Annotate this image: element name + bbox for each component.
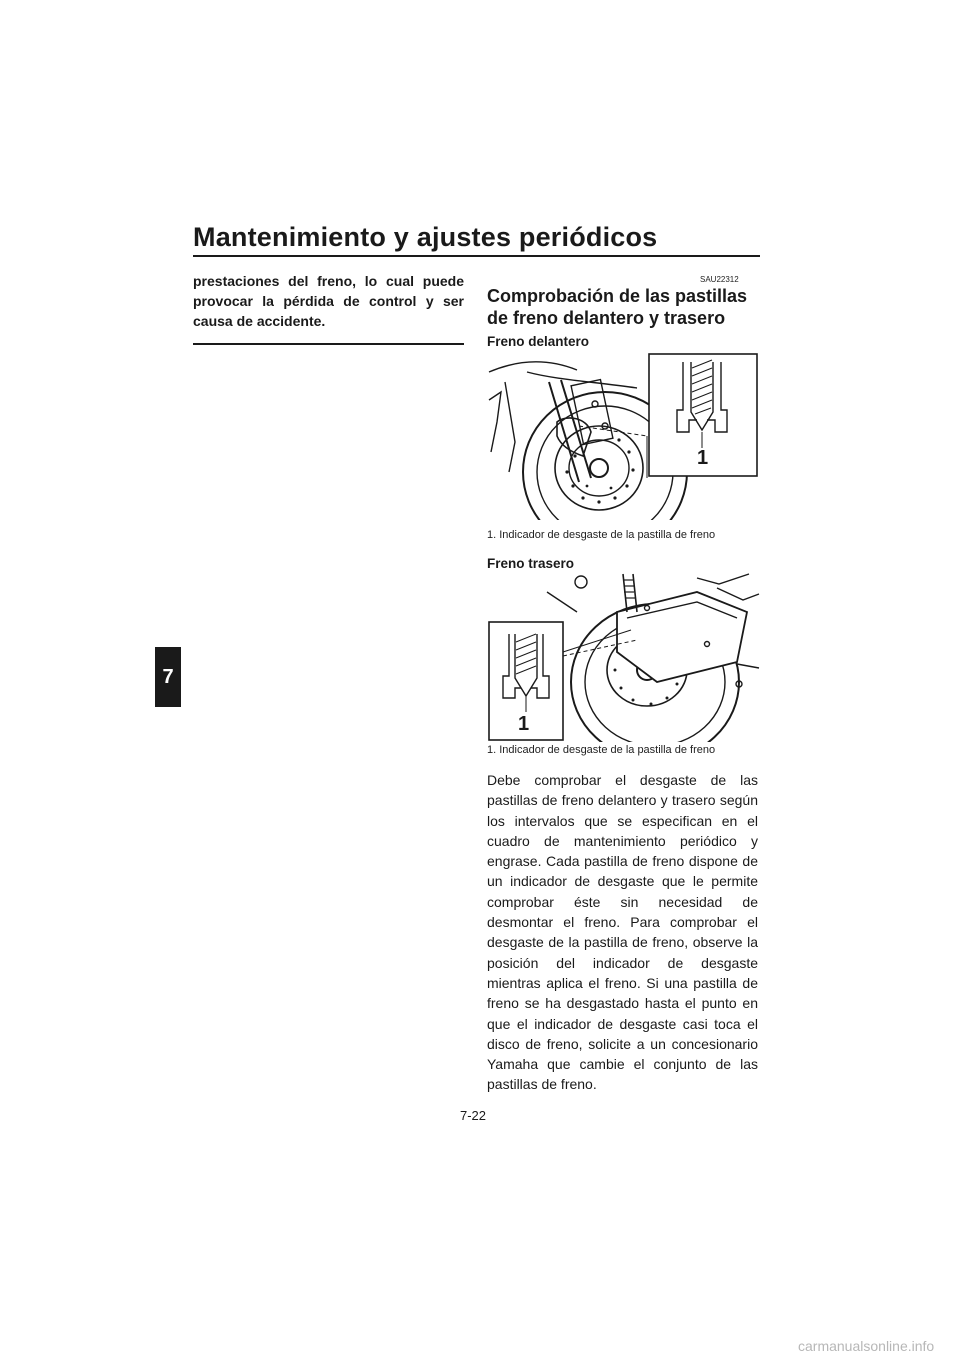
chapter-tab: 7 <box>155 647 181 707</box>
title-rule <box>193 255 760 257</box>
warning-continuation-text: prestaciones del freno, lo cual puede provocar la pérdida de control y ser causa de accidente. <box>193 273 464 329</box>
front-callout-number: 1 <box>697 447 709 469</box>
front-caption: 1. Indicador de desgaste de la pastilla de freno <box>487 529 716 541</box>
section-code: SAU22312 <box>700 275 739 284</box>
front-brake-heading: Freno delantero <box>487 334 590 349</box>
rear-caption: 1. Indicador de desgaste de la pastilla de freno <box>487 744 716 756</box>
page-title: Mantenimiento y ajustes periódicos <box>193 222 658 252</box>
warning-end-rule <box>193 343 464 345</box>
rear-callout-number: 1 <box>518 713 530 735</box>
rear-brake-heading: Freno trasero <box>487 556 575 571</box>
body-paragraph: Debe comprobar el desgaste de las pastillas de freno delantero y trasero según los intervalos que se especifican en el cuadro de mantenimiento periódico y engrase. Cada pastilla de freno dispone de un indicador de desgaste que le permite comprobar éste sin necesidad de desmontar el freno. Para comprobar el desgaste de la pastilla de freno, observe la posición del indicador de desgaste mientras aplica el freno. Si una pastilla de freno se ha desgastado hasta el punto en que el indicador de desgaste casi toca el disco de freno, solicite a un concesionario Yamaha que cambie el conjunto de las pastillas de freno. <box>487 772 758 1093</box>
section-heading: Comprobación de las pastillas de freno delantero y trasero <box>487 286 748 328</box>
left-column <box>193 271 464 345</box>
page-number: 7-22 <box>460 1108 487 1123</box>
front-brake-illustration <box>487 352 760 520</box>
watermark: carmanualsonline.info <box>798 1338 935 1354</box>
